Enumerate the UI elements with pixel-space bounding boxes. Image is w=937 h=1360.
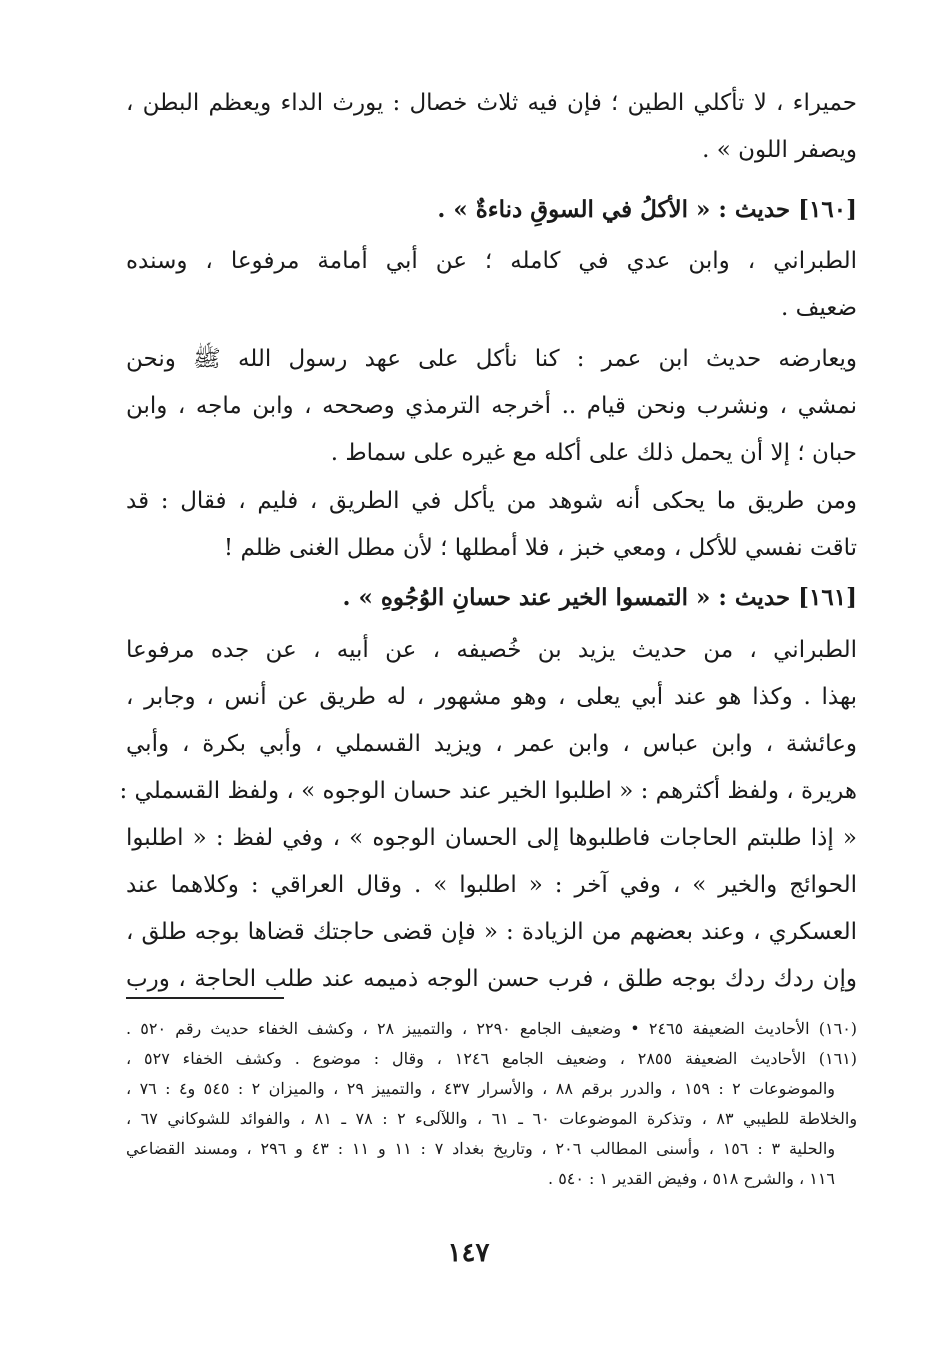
text-line: الحوائج والخير » ، وفي آخر : « اطلبوا » . وقال العراقي : وكلاهما عند <box>126 872 857 898</box>
text-line: وإن ردك ردك بوجه طلق ، فرب حسن الوجه ذميمه عند طلب الحاجة ، ورب <box>126 966 857 992</box>
paragraph-takhrij-161 <box>119 627 857 1003</box>
hadith-title: [١٦٠] حديث : « الأكلُ في السوقِ دناءةٌ » . <box>437 196 857 223</box>
text-line: بهذا . وكذا هو عند أبي يعلى ، وهو مشهور ، له طريق عن أنس ، وجابر ، <box>126 684 857 710</box>
text-line: حميراء ، لا تأكلي الطين ؛ فإن فيه ثلاث خصال : يورث الداء ويعظم البطن ، <box>126 90 857 116</box>
text-line: « إذا طلبتم الحاجات فاطلبوها إلى الحسان الوجوه » ، وفي لفظ : « اطلبوا <box>126 825 857 851</box>
footnote-line: والحلية ٣ : ١٥٦ ، وأسنى المطالب ٢٠٦ ، وتاريخ بغداد ٧ : ١١ و ١١ : ٤٣ و ٢٩٦ ، ومسند القضاعي <box>126 1139 836 1158</box>
text-line: ويصفر اللون » . <box>702 137 857 163</box>
text-line: نمشي ، ونشرب ونحن قيام .. أخرجه الترمذي وصححه ، وابن ماجه ، وابن <box>126 393 857 419</box>
text-line: الطبراني ، وابن عدي في كامله ؛ عن أبي أمامة مرفوعا ، وسنده <box>126 248 857 274</box>
footnote-line: (١٦١) الأحاديث الضعيفة ٢٨٥٥ ، وضعيف الجامع ١٢٤٦ ، وقال : موضوع . وكشف الخفاء ٥٢٧ ، <box>126 1049 857 1068</box>
text-line: وعائشة ، وابن عباس ، وابن عمر ، ويزيد القسملي ، وأبي بكرة ، وأبي <box>126 731 857 757</box>
text-line: ضعيف . <box>781 295 857 321</box>
paragraph-hadith-159-end <box>126 80 857 174</box>
paragraph-story <box>126 478 857 572</box>
text-line: ويعارضه حديث ابن عمر : كنا نأكل على عهد رسول الله ﷺ ونحن <box>126 346 857 372</box>
text-line: هريرة ، ولفظ أكثرهم : « اطلبوا الخير عند حسان الوجوه » ، ولفظ القسملي : <box>119 778 857 804</box>
paragraph-takhrij-160 <box>126 238 857 332</box>
page-number: ١٤٧ <box>447 1238 490 1268</box>
paragraph-ibn-umar <box>126 336 857 477</box>
text-line: العسكري ، وعند بعضهم من الزيادة : « فإن قضى حاجتك قضاها بوجه طلق ، <box>126 919 857 945</box>
footnote-line: (١٦٠) الأحاديث الضعيفة ٢٤٦٥ • وضعيف الجامع ٢٢٩٠ ، والتمييز ٢٨ ، وكشف الخفاء حديث رقم ٥٢٠ . <box>126 1019 858 1038</box>
text-line: الطبراني ، من حديث يزيد بن خُصيفه ، عن أبيه ، عن جده مرفوعا <box>126 637 857 663</box>
text-line: ومن طريق ما يحكى أنه شوهد من يأكل في الطريق ، فليم ، فقال : قد <box>126 488 857 514</box>
text-line: تاقت نفسي للأكل ، ومعي خبز ، فلا أمطلها ؛ لأن مطل الغنى ظلم ! <box>223 535 857 561</box>
footnote-separator <box>126 997 284 999</box>
hadith-title: [١٦١] حديث : « التمسوا الخير عند حسانِ الوُجُوهِ » . <box>342 584 857 611</box>
footnote-line: والخلاطة للطيبي ٨٣ ، وتذكرة الموضوعات ٦٠ ـ ٦١ ، واللآلىء ٢ : ٧٨ ـ ٨١ ، والفوائد للشوكاني ٦٧ ، <box>126 1109 858 1128</box>
footnotes <box>126 1014 857 1194</box>
hadith-heading-161 <box>126 574 857 621</box>
footnote-line: ١١٦ ، والشرح ٥١٨ ، وفيض القدير ١ : ٥٤٠ . <box>548 1169 835 1188</box>
footnote-line: والموضوعات ٢ : ١٥٩ ، والدرر برقم ٨٨ ، والأسرار ٤٣٧ ، والتمييز ٢٩ ، والميزان ٢ : ٥٤٥ و٤ : ٧٦ ، <box>126 1079 836 1098</box>
hadith-heading-160 <box>126 186 857 233</box>
text-line: حبان ؛ إلا أن يحمل ذلك على أكله مع غيره على سماط . <box>330 440 857 466</box>
